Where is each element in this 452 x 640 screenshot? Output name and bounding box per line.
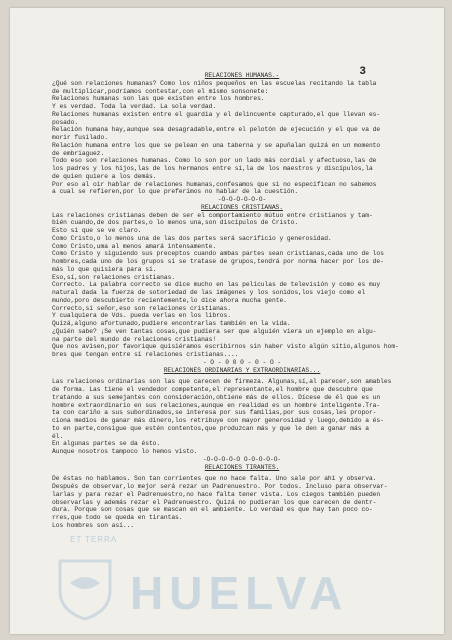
text-line: de embriaguez. xyxy=(52,149,105,157)
text-line: mundo,poro descubierto recientemente,lo dice ahora mucha gente. xyxy=(52,296,287,304)
text-line: Y es verdad. Toda la verdad. La sola verdad. xyxy=(52,103,217,110)
text-line: más lo que quisiera para sí. xyxy=(52,265,157,273)
text-line: natural dada la fuerza de sotoriedad de las imágenes y los sonidos,los viejo como el xyxy=(52,289,366,296)
text-line: to en parte,consigue que estén contentos,que produzcan más y que le den a ganar más a xyxy=(52,424,369,432)
text-line: bres que tengan entre sí relaciones cristianas.... xyxy=(52,351,239,358)
watermark-huelva: HUELVA xyxy=(130,567,349,619)
text-line: En algunas partes se da ésto. xyxy=(52,440,161,448)
text-line: Relaciones humanas son las que existen entre los hombres. xyxy=(52,95,265,103)
text-line: Como Cristo,o lo menos una de las dos partes será sacrificio y generosidad. xyxy=(52,234,332,242)
text-line: Como Cristo y siguiendo sus preceptos cuando ambas partes sean cristianas,cada uno de los xyxy=(52,250,384,258)
separator-line: -O-O-O-O-O-O- xyxy=(217,196,267,203)
text-line: Que nos avisen,por favorique quisiéramos escribirnos sin haber visto algún sitio,algunos hom- xyxy=(52,343,399,351)
text-line: Por eso al oir hablar de relaciones humanas,confesamos que si no especifican no sabemos xyxy=(52,180,377,188)
text-line: na parte del mundo de relaciones cristianas! xyxy=(52,335,217,343)
text-line: Como Cristo,uma al menos amará intensamente. xyxy=(52,242,217,250)
text-line: dura. Porque son cosas que se mascan en el ambiente. Lo verdad es que hay tan poco co- xyxy=(52,506,373,514)
text-line: Relaciones humanas existen entre el guardia y el delincuente capturado,el que llevan es- xyxy=(52,110,381,118)
text-line: Aunque nosotros tampoco lo hemos visto. xyxy=(52,448,198,455)
text-line: los padres y los hijos,las de los hermanos entre sí,la de los maestros y discípulos,la xyxy=(52,165,373,172)
document-body xyxy=(52,72,432,530)
text-line: Quizá,alguno afortunado,pudiere encontrarlas también en la vida. xyxy=(52,320,291,327)
text-line: Todo eso son relaciones humanas. Como lo son por un lado más cordial y afectuoso,las de xyxy=(52,157,377,165)
page-number: 3 xyxy=(359,66,366,78)
text-line: morir fusilado. xyxy=(52,134,108,141)
text-line: observarlas y además rezar el Padrenuestro. Quizá no pudieran los que carecen de dentr- xyxy=(52,498,377,506)
shield-logo-icon xyxy=(50,553,120,623)
text-line: larlas y para rezar el Padrenuestro,no hace falta tener vista. Los ciegos también pueden xyxy=(52,490,381,498)
text-line: de quien quiere a los demás. xyxy=(52,172,157,180)
text-line: hombres,cada uno de los grupos si se tratase de grupos,tendrá por norma hacer por los de- xyxy=(52,258,384,265)
watermark-stamp: ET TERRA xyxy=(70,535,118,544)
text-line: De éstas no hablamos. Son tan corrientes que no hace falta. Uno sale por ahí y observa. xyxy=(52,475,377,483)
text-line: a cual se refieren,por lo que preferimos no hablar de la cuestión. xyxy=(52,188,299,196)
text-line: Después de observar,lo mejor será rezar un Padrenuestro. Por todos. Incluso para observar- xyxy=(52,483,388,490)
document-page xyxy=(10,8,444,634)
text-line: de forma. Las tiene el vendedor competente,el representante,el hombre que descubre que xyxy=(52,386,373,393)
text-line: tratando a sus semejantes con consideración,obtiene más de ellos. Dícese de él que es un xyxy=(52,393,381,401)
section-heading: RELACIONES HUMANAS.- xyxy=(204,72,280,79)
text-line: ¿Qué son relaciones humanas? Como los niños pequeños en las escuelas recitando la tabla xyxy=(52,79,377,87)
text-line: él. xyxy=(52,432,64,440)
text-line: Relación humana entre los que se pelean en una taberna y se apuñalan quizá en un momento xyxy=(52,141,381,149)
text-line: Correcto. La palabra correcto se dice mucho en las películas de televisión y como es muy xyxy=(52,281,381,289)
text-line: rres,que todo se queda en tirantas. xyxy=(52,514,183,521)
text-line: Las relaciones cristianas deben de ser el comportamiento mútuo entre cristianos y tam- xyxy=(52,211,373,219)
text-line: Y cualquiera de Vds. pueda verlas en los libros. xyxy=(52,312,231,320)
text-line: Los hombres son así... xyxy=(52,521,135,529)
section-heading: RELACIONES ORDINARIAS Y EXTRAORDINARIAS... xyxy=(163,366,321,374)
text-line: ¿Quién sabe? ¡Se ven tantas cosas,que pudiera ser que alguién viera un ejemplo en algu- xyxy=(52,327,377,335)
section-heading: RELACIONES CRISTIANAS. xyxy=(200,203,284,211)
text-line: ta con cariño a sus subordinados,se interesa por sus familias,por sus cosas,les propor- xyxy=(52,409,377,417)
text-line: ciona medios de ganar más dinero,los retribuye con mayor generosidad y luego,debido a és- xyxy=(52,417,384,424)
text-line: de multiplicar,podríamos contestar,con el mismo sonsonete: xyxy=(52,87,269,95)
text-line: bién cuando,de dos partes,o lo menos una,son discípulos de Cristo. xyxy=(52,219,299,227)
text-line: Las relaciones ordinarias son las que carecen de firmeza. Algunas,sí,al parecer,son amables xyxy=(52,378,392,386)
separator-line: -O-O-O-O-O O-O-O-O-O- xyxy=(202,455,282,463)
separator-line: - O - 0 0 0 - 0 - O - xyxy=(202,358,282,366)
text-line: hombre extraordinario en sus relaciones,aunque en realidad es un hombre inteligente.Tra- xyxy=(52,401,381,409)
text-line: Esto sí que se ve claro. xyxy=(52,227,142,234)
text-line: Correcto,sí señor,eso son relaciones cristianas. xyxy=(52,304,231,312)
text-line: Relación humana hay,aunque sea desagradable,entre el pelotón de ejecución y el que va de xyxy=(52,126,381,134)
text-line: posado. xyxy=(52,118,79,126)
text-line: Eso,sí,son relaciones cristianas. xyxy=(52,273,176,281)
section-heading: RELACIONES TIRANTES. xyxy=(204,463,280,471)
